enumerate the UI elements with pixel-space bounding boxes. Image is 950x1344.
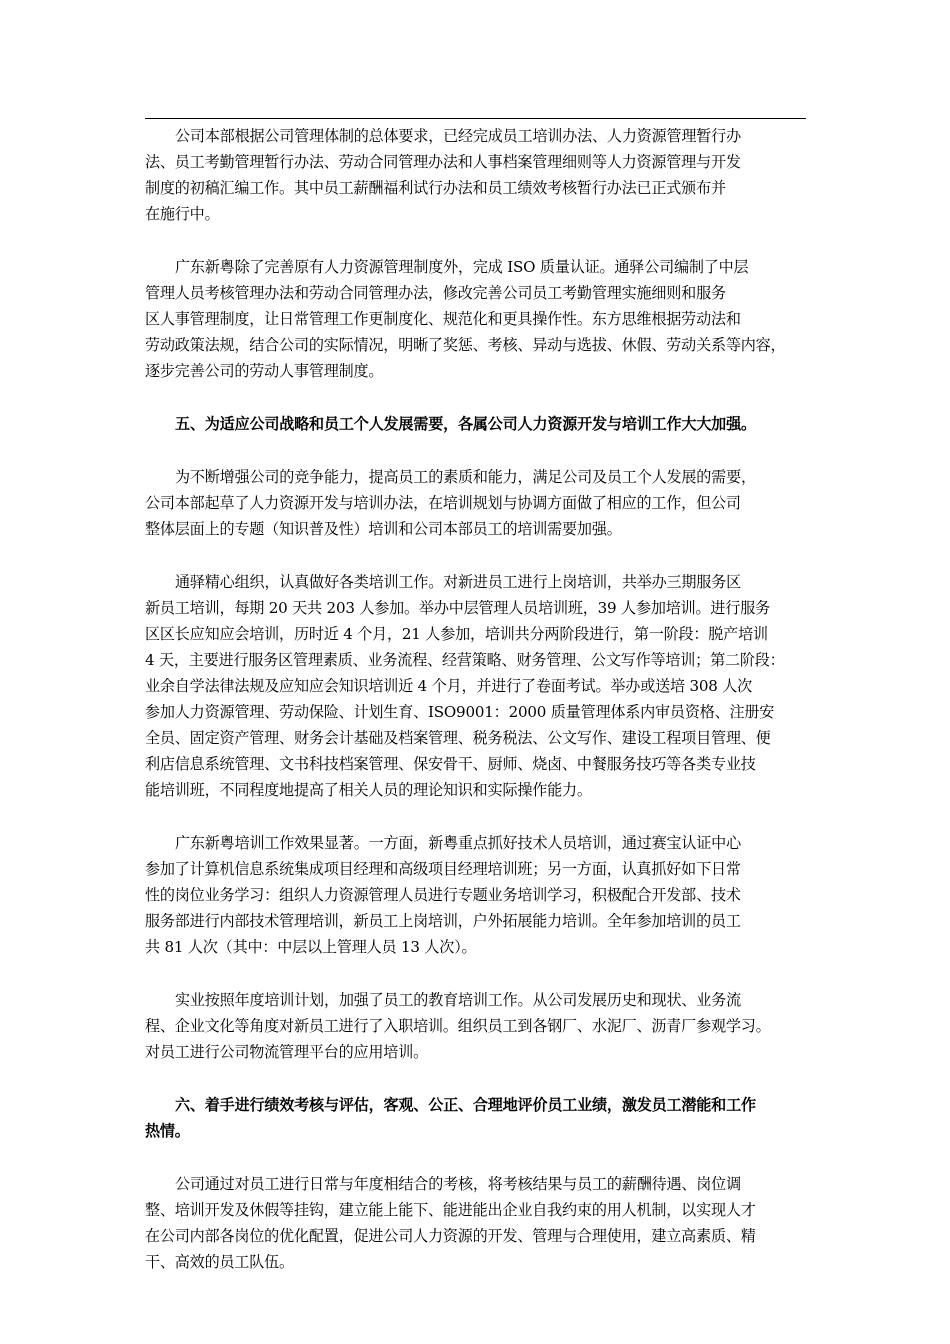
text-line: 服务部进行内部技术管理培训，新员工上岗培训，户外拓展能力培训。全年参加培训的员工: [145, 912, 741, 930]
paragraph: [145, 830, 806, 960]
text-line: 公司通过对员工进行日常与年度相结合的考核，将考核结果与员工的薪酬待遇、岗位调: [175, 1175, 741, 1193]
text-line: 广东新粤除了完善原有人力资源管理制度外，完成 ISO 质量认证。通驿公司编制了中层: [175, 258, 749, 276]
text-line: 在公司内部各岗位的优化配置，促进公司人力资源的开发、管理与合理使用，建立高素质、精: [145, 1227, 756, 1245]
paragraph: [145, 464, 806, 542]
text-line: 程、企业文化等角度对新员工进行了入职培训。组织员工到各钢厂、水泥厂、沥青厂参观学习。: [145, 1017, 771, 1035]
heading-line: 热情。: [145, 1122, 190, 1140]
heading-line: 六、着手进行绩效考核与评估，客观、公正、合理地评价员工业绩，激发员工潜能和工作: [175, 1096, 756, 1114]
text-line: 劳动政策法规，结合公司的实际情况，明晰了奖惩、考核、异动与选拔、休假、劳动关系等内容，: [145, 336, 786, 354]
text-line: 广东新粤培训工作效果显著。一方面，新粤重点抓好技术人员培训，通过赛宝认证中心: [175, 834, 741, 852]
text-line: 法、员工考勤管理暂行办法、劳动合同管理办法和人事档案管理细则等人力资源管理与开发: [145, 153, 741, 171]
text-line: 公司本部起草了人力资源开发与培训办法，在培训规划与协调方面做了相应的工作，但公司: [145, 494, 741, 512]
text-line: 区区长应知应会培训，历时近 4 个月，21 人参加，培训共分两阶段进行，第一阶段：脱产培训: [145, 625, 768, 643]
paragraph: [145, 1171, 806, 1275]
text-line: 管理人员考核管理办法和劳动合同管理办法，修改完善公司员工考勤管理实施细则和服务: [145, 284, 726, 302]
section-heading: [145, 411, 806, 437]
header-rule: [145, 118, 806, 119]
paragraph: [145, 569, 806, 803]
text-line: 对员工进行公司物流管理平台的应用培训。: [145, 1043, 428, 1061]
paragraph: [145, 254, 806, 384]
text-line: 性的岗位业务学习：组织人力资源管理人员进行专题业务培训学习，积极配合开发部、技术: [145, 886, 741, 904]
paragraph: [145, 123, 806, 227]
text-line: 整体层面上的专题（知识普及性）培训和公司本部员工的培训需要加强。: [145, 520, 622, 538]
text-line: 业余自学法律法规及应知应会知识培训近 4 个月，并进行了卷面考试。举办或送培 308 人次: [145, 677, 753, 695]
text-line: 利店信息系统管理、文书科技档案管理、保安骨干、厨师、烧卤、中餐服务技巧等各类专业技: [145, 755, 756, 773]
text-line: 4 天，主要进行服务区管理素质、业务流程、经营策略、财务管理、公文写作等培训；第二阶段：: [145, 651, 785, 669]
text-line: 干、高效的员工队伍。: [145, 1253, 294, 1271]
text-line: 逐步完善公司的劳动人事管理制度。: [145, 362, 384, 380]
section-heading: [145, 1092, 806, 1144]
text-line: 公司本部根据公司管理体制的总体要求，已经完成员工培训办法、人力资源管理暂行办: [175, 127, 741, 145]
paragraph: [145, 987, 806, 1065]
text-line: 通驿精心组织，认真做好各类培训工作。对新进员工进行上岗培训，共举办三期服务区: [175, 573, 741, 591]
heading-line: 五、为适应公司战略和员工个人发展需要，各属公司人力资源开发与培训工作大大加强。: [175, 415, 756, 433]
text-line: 参加了计算机信息系统集成项目经理和高级项目经理培训班；另一方面，认真抓好如下日常: [145, 860, 741, 878]
text-line: 新员工培训，每期 20 天共 203 人参加。举办中层管理人员培训班，39 人参加培训。进行服务: [145, 599, 770, 617]
text-line: 整、培训开发及休假等挂钩，建立能上能下、能进能出企业自我约束的用人机制，以实现人才: [145, 1201, 756, 1219]
text-line: 参加人力资源管理、劳动保险、计划生育、ISO9001：2000 质量管理体系内审员资格、注册安: [145, 703, 775, 721]
text-line: 区人事管理制度，让日常管理工作更制度化、规范化和更具操作性。东方思维根据劳动法和: [145, 310, 741, 328]
document-body: [145, 123, 806, 1275]
text-line: 制度的初稿汇编工作。其中员工薪酬福利试行办法和员工绩效考核暂行办法已正式颁布并: [145, 179, 726, 197]
text-line: 为不断增强公司的竞争能力，提高员工的素质和能力，满足公司及员工个人发展的需要，: [175, 468, 756, 486]
text-line: 共 81 人次（其中：中层以上管理人员 13 人次）。: [145, 938, 477, 956]
text-line: 能培训班，不同程度地提高了相关人员的理论知识和实际操作能力。: [145, 781, 592, 799]
text-line: 实业按照年度培训计划，加强了员工的教育培训工作。从公司发展历史和现状、业务流: [175, 991, 741, 1009]
text-line: 全员、固定资产管理、财务会计基础及档案管理、税务税法、公文写作、建设工程项目管理、便: [145, 729, 771, 747]
text-line: 在施行中。: [145, 205, 220, 223]
